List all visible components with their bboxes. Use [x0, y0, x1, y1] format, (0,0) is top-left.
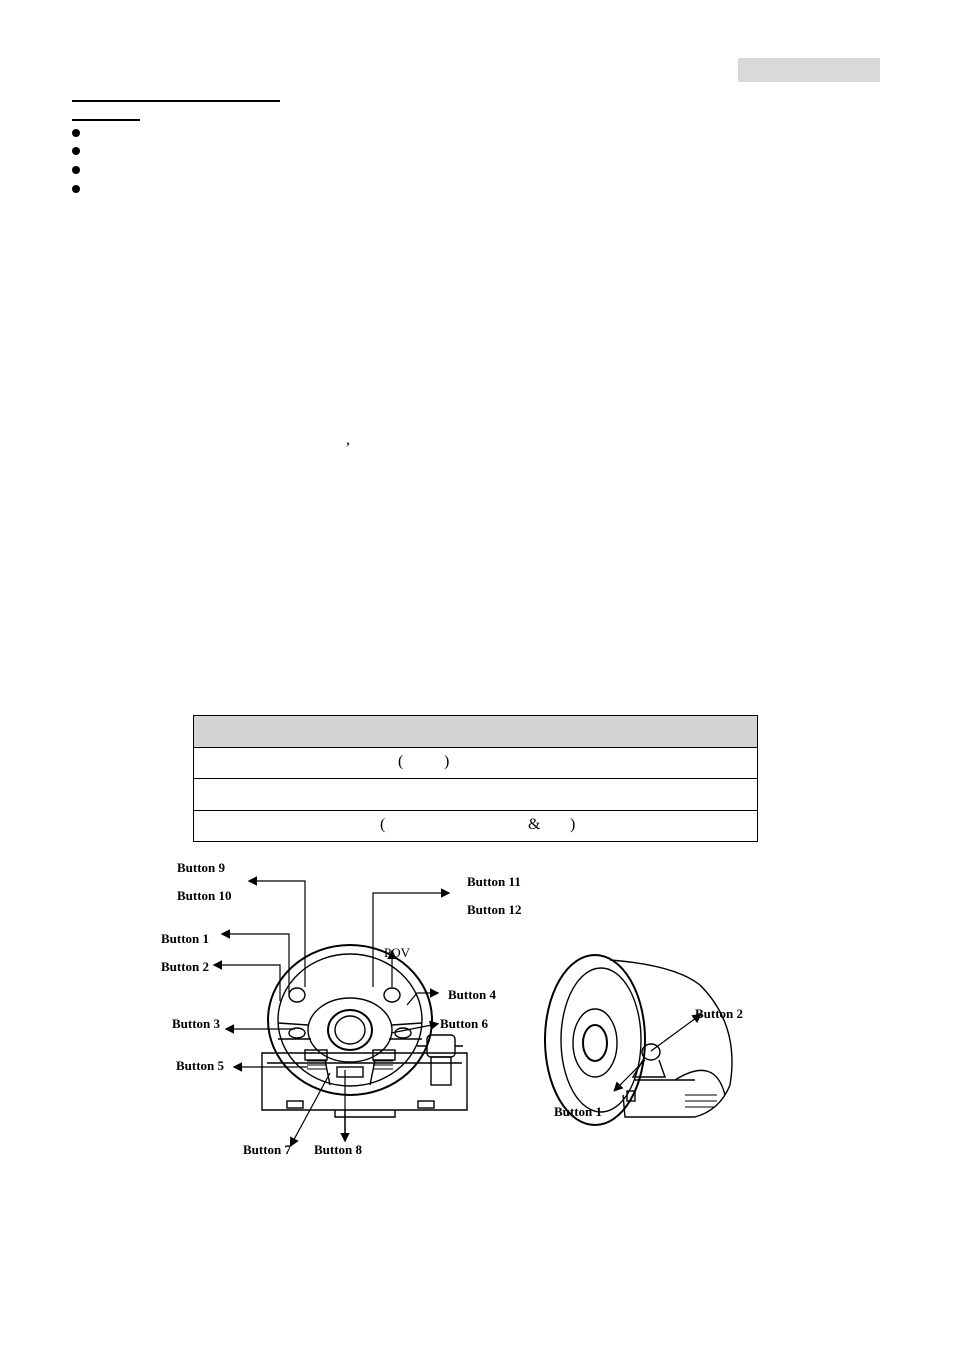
label-button-2: Button 2 — [161, 959, 210, 974]
table-row — [194, 748, 758, 779]
label-button-6: Button 6 — [440, 1016, 489, 1031]
label-side-button-2: Button 2 — [695, 1006, 744, 1021]
table-row — [194, 779, 758, 810]
open-paren: ( — [380, 815, 386, 833]
label-button-10: Button 10 — [177, 888, 232, 903]
bullet-1 — [72, 129, 80, 137]
label-button-12: Button 12 — [467, 902, 522, 917]
close-paren: ) — [444, 753, 450, 771]
label-button-3: Button 3 — [172, 1016, 221, 1031]
table-row — [194, 810, 758, 841]
table-header-row — [194, 716, 758, 748]
bullet-4 — [72, 185, 80, 193]
open-paren: ( — [398, 753, 404, 771]
heading-underline — [72, 100, 280, 102]
label-button-8: Button 8 — [314, 1142, 363, 1157]
label-button-1: Button 1 — [161, 931, 210, 946]
close-paren: ) — [570, 815, 576, 833]
label-button-11: Button 11 — [467, 874, 521, 889]
subheading-underline — [72, 119, 140, 121]
body-comma: , — [346, 431, 350, 448]
label-button-4: Button 4 — [448, 987, 497, 1002]
wheel-button-diagram — [155, 855, 785, 1165]
spec-table — [193, 715, 758, 842]
label-pov: POV — [384, 945, 411, 960]
bullet-3 — [72, 166, 80, 174]
label-button-7: Button 7 — [243, 1142, 292, 1157]
label-side-button-1: Button 1 — [554, 1104, 603, 1119]
ampersand: & — [528, 815, 541, 833]
label-button-9: Button 9 — [177, 860, 226, 875]
label-button-5: Button 5 — [176, 1058, 225, 1073]
bullet-2 — [72, 147, 80, 155]
header-shaded-box — [738, 58, 880, 82]
